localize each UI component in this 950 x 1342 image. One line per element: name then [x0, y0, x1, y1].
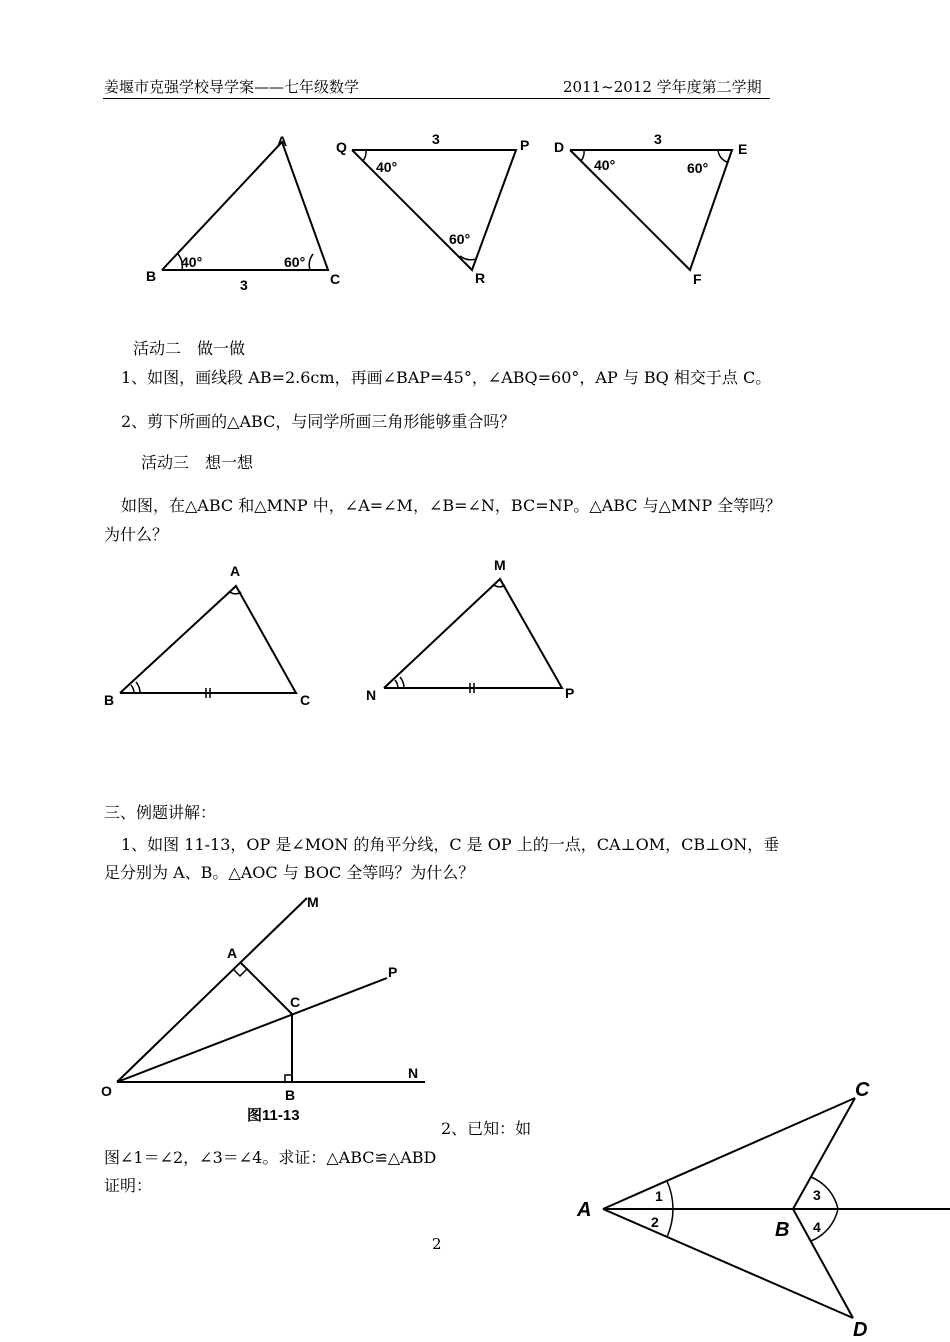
angle-2-label: 2 — [651, 1214, 659, 1230]
label-m: M — [494, 557, 506, 573]
angle-4-label: 4 — [813, 1219, 821, 1235]
label-n: N — [366, 687, 377, 703]
label-d: D — [853, 1319, 868, 1341]
label-q: Q — [336, 139, 347, 155]
triangle-abc-figure — [140, 130, 350, 300]
figure-11-13 — [95, 890, 440, 1130]
triangle-mnp-congruence-figure — [360, 555, 590, 705]
triangle-abc-congruence-figure — [100, 560, 330, 710]
activity2-item2: 2、剪下所画的△ABC，与同学所画三角形能够重合吗？ — [121, 412, 516, 431]
label-b: B — [104, 692, 115, 708]
label-b: B — [775, 1219, 790, 1241]
angle-3-label: 3 — [813, 1187, 821, 1203]
example2-line2: 图∠1＝∠2，∠3＝∠4。求证：△ABC≌△ABD — [104, 1148, 437, 1167]
angle-e-label: 60° — [687, 160, 709, 176]
activity2-item1: 1、如图，画线段 AB=2.6cm，再画∠BAP=45°，∠ABQ=60°，AP 与 BQ 相交于点 C。 — [121, 368, 772, 387]
side-length-label: 3 — [654, 131, 662, 147]
label-c: C — [855, 1079, 870, 1101]
label-a: A — [227, 945, 238, 961]
example2-proof-label: 证明： — [104, 1176, 153, 1195]
triangle-def-figure — [550, 130, 770, 295]
figure-abcd-arrow — [573, 1078, 950, 1342]
activity2-title: 活动二 做一做 — [133, 339, 246, 358]
angle-r-label: 60° — [449, 231, 471, 247]
label-a: A — [577, 1199, 592, 1221]
side-length-label: 3 — [240, 277, 248, 293]
angle-d-label: 40° — [594, 157, 616, 173]
activity3-title: 活动三 想一想 — [141, 453, 254, 472]
example2-line1: 2、已知：如 — [441, 1119, 532, 1138]
example1-line1: 1、如图 11-13，OP 是∠MON 的角平分线，C 是 OP 上的一点，CA⊥OM，CB⊥ON，垂 — [121, 835, 780, 854]
label-a: A — [277, 133, 288, 149]
angle-1-label: 1 — [655, 1188, 663, 1204]
label-e: E — [738, 141, 748, 157]
label-b: B — [285, 1087, 296, 1103]
label-d: D — [554, 139, 565, 155]
header-left: 姜堰市克强学校导学案——七年级数学 — [104, 78, 360, 96]
angle-c-label: 60° — [284, 254, 306, 270]
label-m: M — [307, 894, 319, 910]
label-c: C — [290, 994, 301, 1010]
header-right: 2011~2012 学年度第二学期 — [563, 78, 762, 96]
activity3-line1: 如图，在△ABC 和△MNP 中，∠A=∠M，∠B=∠N，BC=NP。△ABC 与△MNP 全等吗？ — [121, 496, 782, 515]
side-length-label: 3 — [432, 131, 440, 147]
label-n: N — [408, 1065, 419, 1081]
label-a: A — [230, 563, 241, 579]
label-r: R — [475, 270, 486, 286]
page-number: 2 — [432, 1235, 442, 1253]
section3-title: 三、例题讲解： — [104, 803, 217, 822]
example1-line2: 足分别为 A、B。△AOC 与 BOC 全等吗？为什么？ — [104, 863, 475, 882]
activity3-line2: 为什么？ — [104, 525, 169, 544]
label-c: C — [300, 692, 311, 708]
header-rule — [103, 98, 770, 99]
label-p: P — [520, 137, 530, 153]
figure-caption: 图11-13 — [247, 1107, 300, 1124]
angle-q-label: 40° — [376, 159, 398, 175]
label-c: C — [330, 271, 341, 287]
label-o: O — [101, 1083, 112, 1099]
label-f: F — [693, 271, 702, 287]
label-b: B — [146, 268, 157, 284]
triangle-qpr-figure — [330, 130, 550, 295]
label-p: P — [388, 964, 398, 980]
label-p: P — [565, 685, 575, 701]
angle-b-label: 40° — [181, 254, 203, 270]
